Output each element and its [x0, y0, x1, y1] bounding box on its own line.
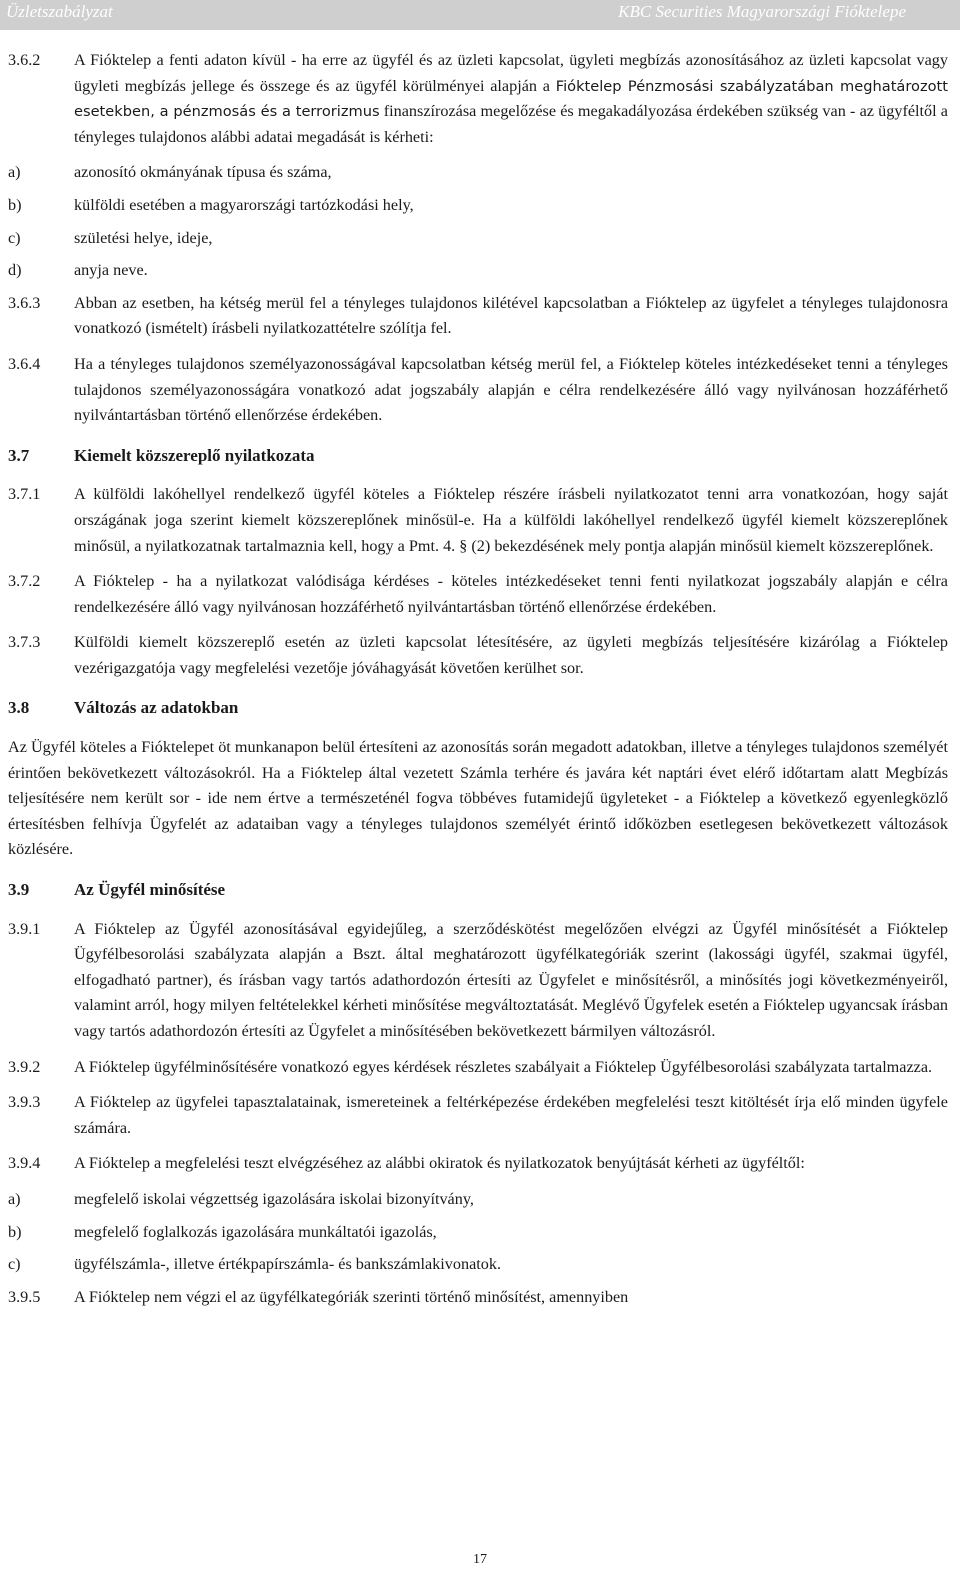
heading-number: 3.8	[8, 698, 30, 718]
list-item	[8, 160, 948, 186]
section-text: A Fióktelep nem végzi el az ügyfélkategóriák szerinti történő minősítést, amennyiben	[74, 1287, 629, 1306]
heading-title: Változás az adatokban	[74, 698, 239, 718]
list-text: külföldi esetében a magyarországi tartózkodási hely,	[74, 195, 414, 214]
list-label: a)	[8, 163, 21, 182]
heading-3-7	[8, 443, 948, 469]
section-text: Külföldi kiemelt közszereplő esetén az üzleti kapcsolat létesítésére, az ügyleti megbízás teljesítésére kizárólag a Fióktelep vezérigazgatója vagy megfelelési vezetője jóváhagyását követően kerülhet sor.	[74, 633, 948, 677]
section-3-6-4	[8, 352, 948, 429]
list-label: b)	[8, 195, 22, 214]
heading-number: 3.7	[8, 445, 30, 465]
list-text: ügyfélszámla-, illetve értékpapírszámla- és bankszámlakivonatok.	[74, 1255, 502, 1274]
list-text: megfelelő iskolai végzettség igazolására iskolai bizonyítvány,	[74, 1189, 474, 1208]
section-number: 3.6.4	[8, 354, 41, 373]
section-3-7-1	[8, 482, 948, 559]
section-number: 3.9.3	[8, 1093, 41, 1112]
section-number: 3.9.4	[8, 1154, 41, 1173]
section-text: Abban az esetben, ha kétség merül fel a tényleges tulajdonos kilétével kapcsolatban a Fióktelep az ügyfelet a tényleges tulajdonosra vonatkozó (ismételt) írásbeli nyilatkozattételre szólítja fel.	[74, 293, 948, 338]
section-text: A Fióktelep az ügyfelei tapasztalatainak, ismereteinek a feltérképezése érdekében megfelelési teszt kitöltését írja elő minden ügyfele számára.	[74, 1093, 948, 1137]
heading-3-9	[8, 877, 948, 903]
header-left-title: Üzletszabályzat	[6, 2, 113, 21]
section-text: A külföldi lakóhellyel rendelkező ügyfél köteles a Fióktelep részére írásbeli nyilatkozatot tenni arra vonatkozóan, hogy saját országának joga szerint kiemelt közszereplőnek minősül-e. Ha a külföldi lakóhellyel rendelkező ügyfél kiemelt közszereplőnek minősül, a nyilatkozatnak tartalmaznia kell, hogy a Pmt. 4. § (2) bekezdésének mely pontja alapján minősül kiemelt közszereplőnek.	[74, 485, 948, 555]
list-item	[8, 1187, 948, 1213]
section-text: A Fióktelep az Ügyfél azonosításával egyidejűleg, a szerződéskötést megelőzően elvégzi az Ügyfél minősítését a Fióktelep Ügyfélbesorolási szabályzata alapján a Bszt. által meghatározott ügyfélkategóriák szerint (lakossági ügyfél, szakmai ügyfél, elfogadható partner), és írásban vagy tartós adathordozón értesíti az Ügyfelet e minősítésről, a minősítés jogi következményeiről, valamint arról, hogy milyen feltételekkel kérheti minősítése megváltoztatását. Meglévő Ügyfelek esetén a Fióktelep ugyancsak írásban vagy tartós adathordozón értesíti az Ügyfelet a minősítésében bekövetkezett bármilyen változásról.	[74, 919, 948, 1040]
list-item	[8, 193, 948, 219]
page-number: 17	[473, 1552, 487, 1567]
section-text: A Fióktelep - ha a nyilatkozat valódisága kérdéses - köteles intézkedéseket tenni fenti nyilatkozat jogszabály alapján e célra rendelkezésére álló vagy nyilvánosan hozzáférhető nyilvántartásban történő ellenőrzése érdekében.	[74, 572, 948, 616]
list-item	[8, 226, 948, 252]
section-text: Ha a tényleges tulajdonos személyazonosságával kapcsolatban kétség merül fel, a Fióktelep köteles intézkedéseket tenni a tényleges tulajdonos személyazonosságára vonatkozó adat jogszabály alapján e célra rendelkezésére álló vagy nyilvánosan hozzáférhető nyilvántartásban történő ellenőrzése érdekében.	[74, 354, 948, 425]
section-text: A Fióktelep a megfelelési teszt elvégzéséhez az alábbi okiratok és nyilatkozatok benyújtását kérheti az ügyféltől:	[74, 1154, 805, 1173]
list-label: d)	[8, 261, 22, 280]
list-item	[8, 1220, 948, 1246]
section-text: A Fióktelep ügyfélminősítésére vonatkozó egyes kérdések részletes szabályait a Fióktelep Ügyfélbesorolási szabályzata tartalmazza.	[74, 1057, 933, 1076]
section-text-part-sans: Fióktelep Pénzmosási szabályzatában meghatározott esetekben, a pénzmosás és a terrorizmus	[74, 77, 948, 121]
list-label: c)	[8, 228, 21, 247]
list-text: megfelelő foglalkozás igazolására munkáltatói igazolás,	[74, 1222, 437, 1241]
header-right-title: KBC Securities Magyarországi Fióktelepe	[618, 2, 906, 21]
section-number: 3.7.2	[8, 572, 41, 591]
list-label: c)	[8, 1255, 21, 1274]
page-header	[0, 0, 960, 30]
section-number: 3.9.1	[8, 919, 41, 938]
section-3-7-3	[8, 630, 948, 681]
heading-3-8	[8, 695, 948, 721]
section-3-9-4	[8, 1151, 948, 1177]
heading-number: 3.9	[8, 880, 30, 900]
section-number: 3.9.2	[8, 1057, 41, 1076]
list-text: anyja neve.	[74, 261, 148, 280]
paragraph-3-8: Az Ügyfél köteles a Fióktelepet öt munkanapon belül értesíteni az azonosítás során megadott adatokban, illetve a tényleges tulajdonos személyét érintően bekövetkezett változásokról. Ha a Fióktelep által vezetett Számla terhére és javára két naptári évet elérő időtartam alatt Megbízás teljesítésére nem került sor - ide nem értve a természeténél fogva többéves futamidejű ügyleteket - a Fióktelep a következő egyenlegközlő értesítésben felhívja Ügyfelét az adataiban vagy a tényleges tulajdonos személyét érintő időközben esetlegesen bekövetkezett változások közlésére.	[8, 738, 948, 859]
section-3-6-3	[8, 291, 948, 342]
heading-title: Kiemelt közszereplő nyilatkozata	[74, 445, 315, 465]
list-text: születési helye, ideje,	[74, 228, 213, 247]
section-text	[74, 48, 948, 150]
document-body	[8, 48, 948, 1320]
section-number: 3.7.1	[8, 485, 41, 504]
section-3-7-2	[8, 569, 948, 620]
section-3-9-1	[8, 917, 948, 1045]
list-label: a)	[8, 1189, 21, 1208]
list-item	[8, 1252, 948, 1278]
list-label: b)	[8, 1222, 22, 1241]
section-number: 3.9.5	[8, 1287, 41, 1306]
section-text-part: A Fióktelep a fenti adaton kívül - ha erre az ügyfél és az üzleti kapcsolat, ügyleti megbízás azonosításához az üzleti kapcsolat vagy ügyleti megbízás jellege és összege és az ügyfél körülményei alapján a	[74, 51, 948, 95]
list-item	[8, 258, 948, 284]
section-number: 3.6.2	[8, 51, 41, 69]
section-3-9-2	[8, 1055, 948, 1081]
heading-title: Az Ügyfél minősítése	[74, 880, 226, 900]
section-3-6-2	[8, 48, 948, 150]
section-number: 3.6.3	[8, 293, 41, 312]
list-text: azonosító okmányának típusa és száma,	[74, 163, 332, 182]
section-3-9-3	[8, 1090, 948, 1141]
section-text-part: finanszírozása megelőzése és megakadályozása érdekében szükség van - az ügyféltől a tényleges tulajdonos alábbi adatai megadását is kérheti:	[74, 102, 948, 146]
section-number: 3.7.3	[8, 633, 41, 652]
section-3-9-5	[8, 1285, 948, 1311]
